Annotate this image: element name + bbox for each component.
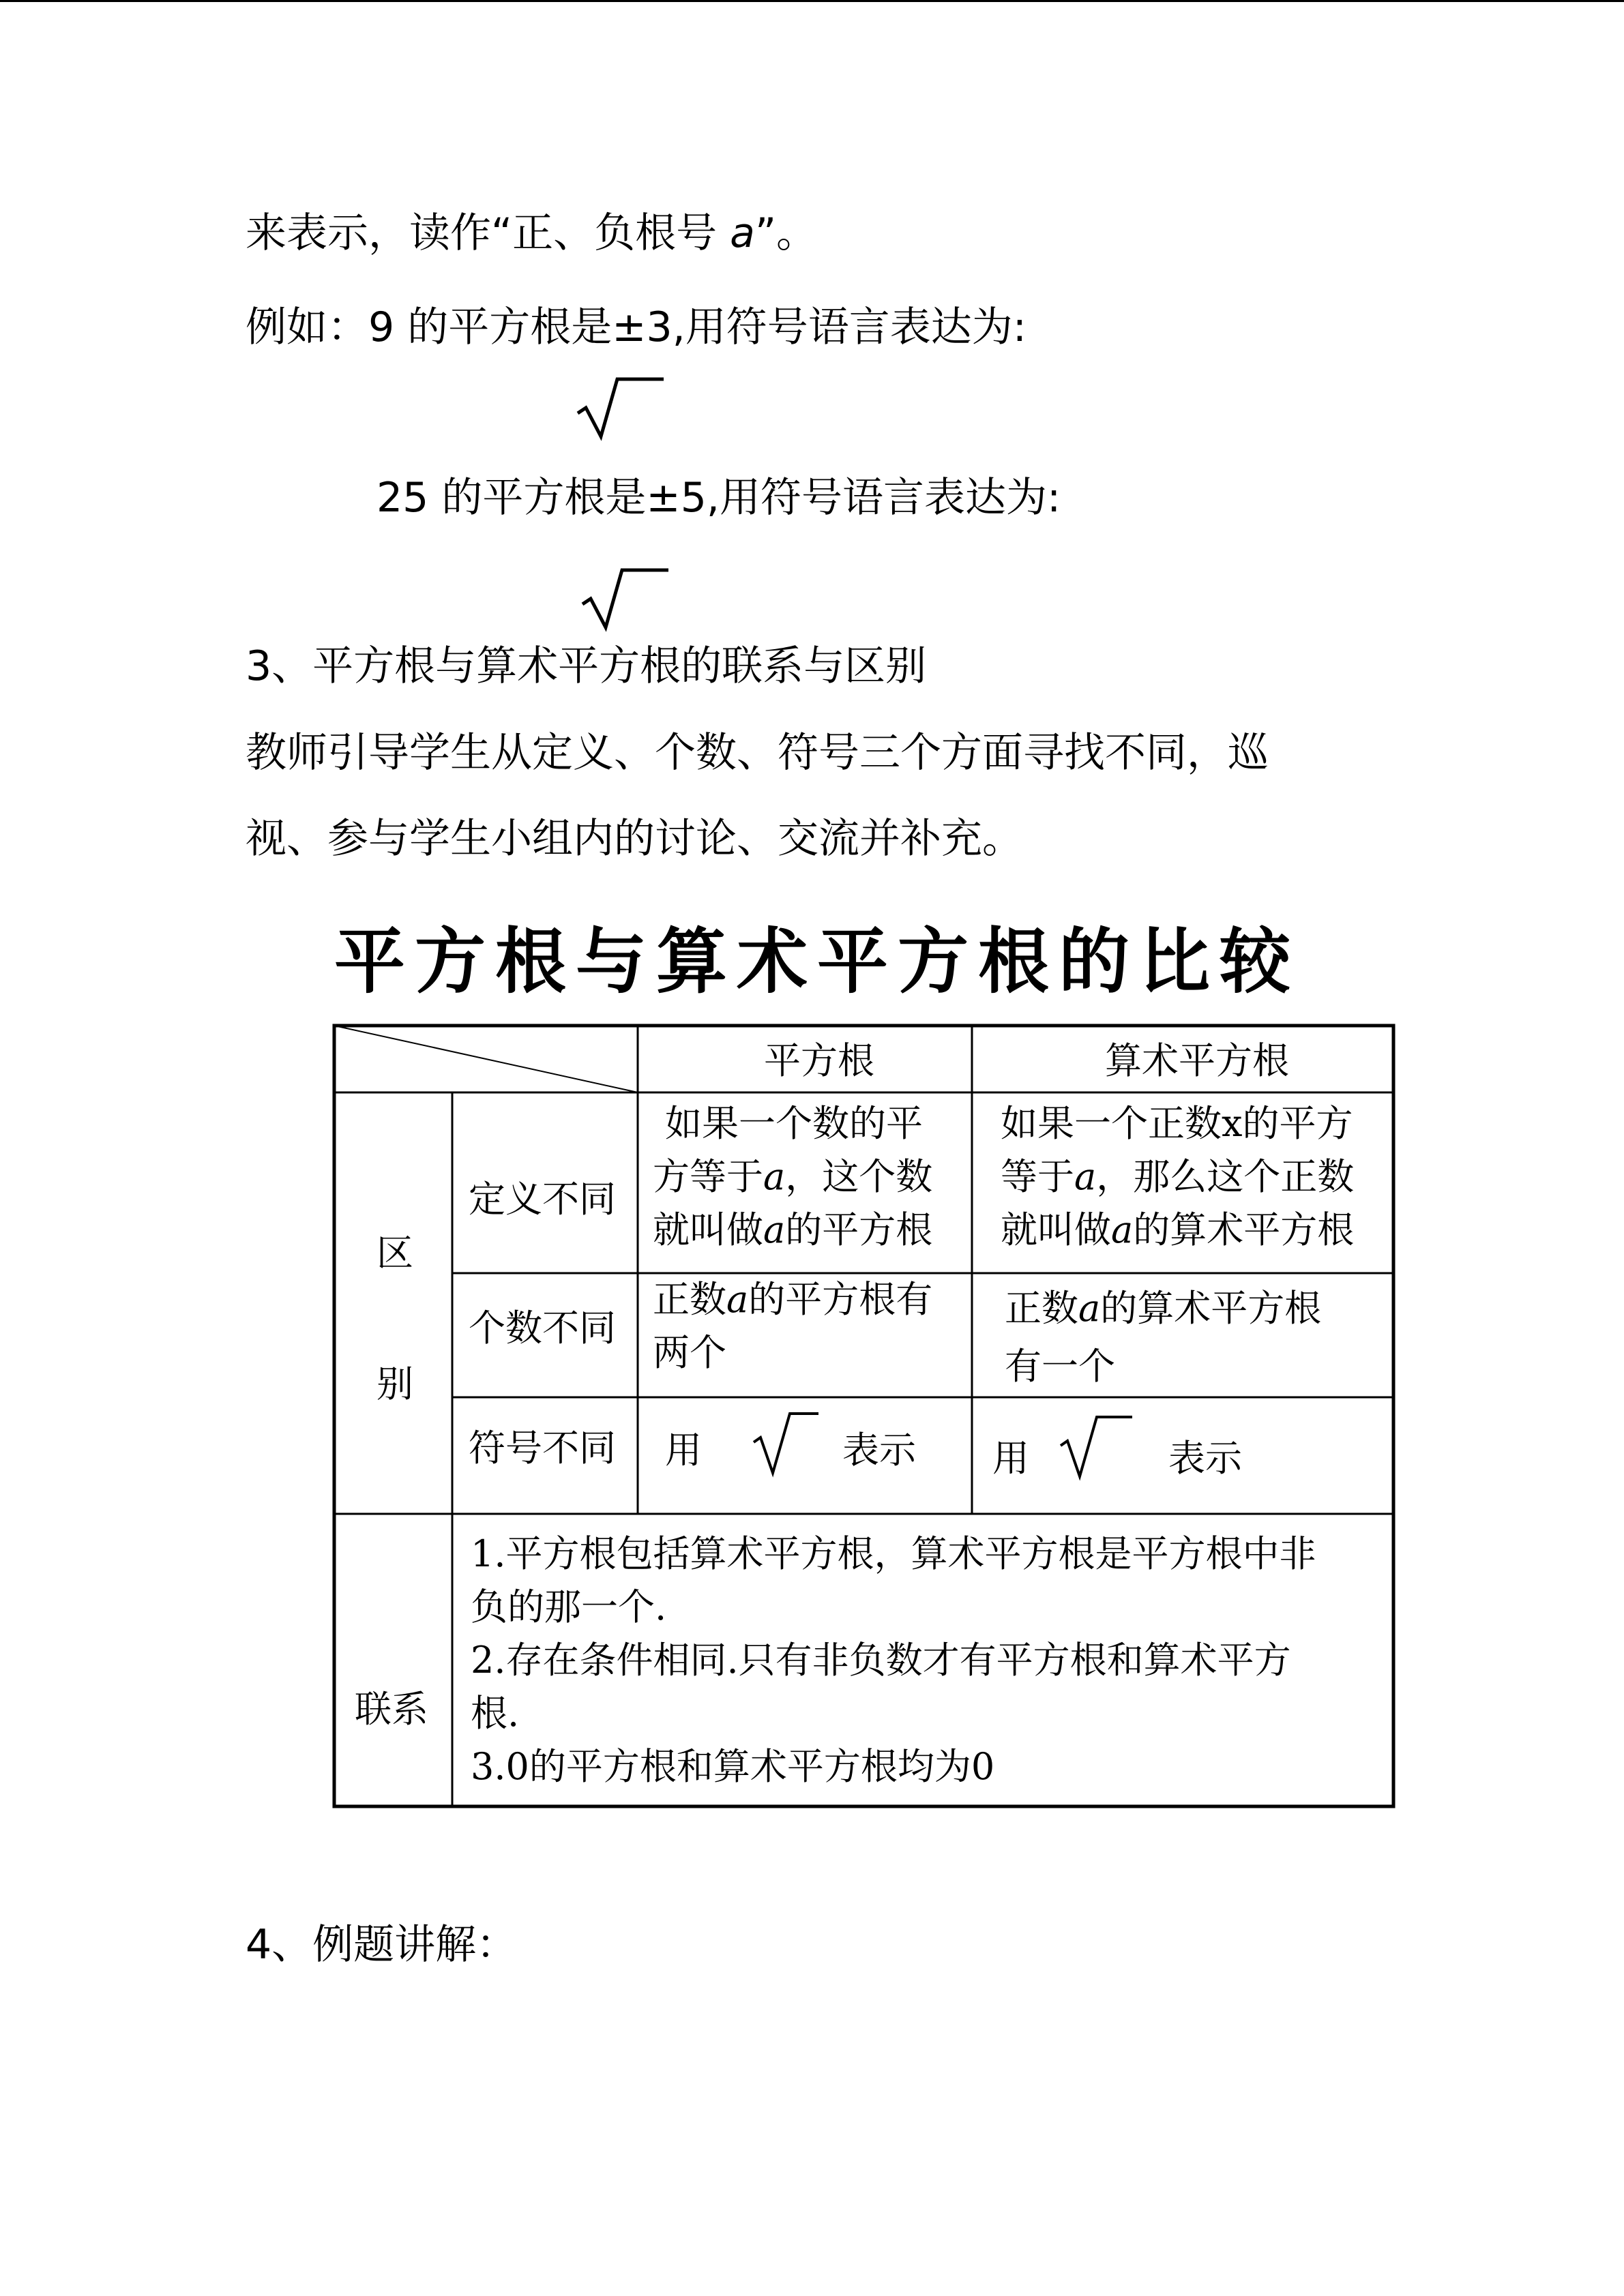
section3-body-line-2: 视、参与学生小组内的讨论、交流并补充。 (246, 815, 1023, 863)
col-header-arithmetic-root: 算术平方根 (1105, 1039, 1289, 1082)
definition-square-root-line-2-var: a (763, 1155, 786, 1198)
col-header-square-root: 平方根 (764, 1039, 874, 1082)
definition-arithmetic-root-line-3-end: 的算术平方根 (1133, 1208, 1355, 1251)
count-square-root-line-1-text: 正数 (653, 1278, 726, 1321)
definition-square-root-line-2-end: ，这个数 (785, 1155, 933, 1198)
section3-body-line-1: 教师引导学生从定义、个数、符号三个方面寻找不同，巡 (246, 729, 1269, 777)
definition-arithmetic-root-line-2-text: 等于 (1001, 1155, 1074, 1198)
section3-heading: 3、平方根与算术平方根的联系与区别 (246, 642, 927, 690)
definition-arithmetic-root-line-2-var: a (1074, 1155, 1097, 1198)
count-arithmetic-root-line-1-text: 正数 (1005, 1287, 1078, 1330)
definition-square-root-line-2 (653, 1150, 932, 1204)
count-arithmetic-root-line-1-var: a (1078, 1287, 1101, 1330)
relation-label: 联系 (355, 1688, 428, 1731)
symbol-square-root-suffix: 表示 (842, 1429, 916, 1472)
group-label-bottom: 别 (377, 1362, 413, 1405)
row-label-symbol: 符号不同 (469, 1427, 616, 1470)
definition-square-root-line-3-end: 的平方根 (785, 1208, 933, 1251)
definition-square-root-line-1: 如果一个数的平 (665, 1102, 923, 1145)
relation-line-4: 根. (471, 1692, 520, 1735)
count-arithmetic-root-line-1-end: 的算术平方根 (1100, 1287, 1322, 1330)
definition-arithmetic-root-line-1: 如果一个正数x的平方 (1001, 1102, 1353, 1145)
definition-square-root-line-3 (653, 1204, 932, 1257)
symbol-square-root-prefix: 用 (665, 1429, 702, 1472)
intro-line-1-end: ”。 (754, 209, 818, 257)
relation-line-2: 负的那一个. (471, 1585, 667, 1628)
relation-line-3: 2.存在条件相同.只有非负数才有平方根和算术平方 (471, 1639, 1291, 1682)
count-square-root-line-2: 两个 (653, 1331, 726, 1374)
relation-line-1: 1.平方根包括算术平方根，算术平方根是平方根中非 (471, 1532, 1316, 1575)
row-label-definition: 定义不同 (469, 1178, 616, 1221)
count-square-root-line-1 (653, 1273, 932, 1326)
symbol-arithmetic-root-suffix: 表示 (1168, 1437, 1242, 1480)
sqrt-cell-icon (1061, 1417, 1132, 1476)
count-square-root-line-1-var: a (726, 1278, 749, 1321)
sqrt-cell-icon (754, 1414, 818, 1473)
row-label-count: 个数不同 (469, 1307, 616, 1350)
intro-line-2: 例如：9 的平方根是±3,用符号语言表达为: (246, 303, 1027, 351)
definition-arithmetic-root-line-2 (1001, 1150, 1354, 1204)
count-arithmetic-root-line-2: 有一个 (1005, 1345, 1115, 1388)
intro-line-1-var: a (730, 209, 755, 257)
definition-square-root-line-2-text: 方等于 (653, 1155, 763, 1198)
definition-arithmetic-root-line-3 (1001, 1204, 1354, 1257)
group-label-top: 区 (377, 1232, 413, 1274)
definition-arithmetic-root-line-3-text: 就叫做 (1001, 1208, 1111, 1251)
definition-arithmetic-root-line-2-end: ，那么这个正数 (1096, 1155, 1355, 1198)
definition-square-root-line-3-text: 就叫做 (653, 1208, 763, 1251)
relation-line-5: 3.0的平方根和算术平方根均为0 (471, 1745, 995, 1788)
definition-arithmetic-root-line-3-var: a (1111, 1208, 1134, 1251)
count-square-root-line-1-end: 的平方根有 (748, 1278, 933, 1321)
table-title: 平方根与算术平方根的比较 (334, 919, 1301, 1003)
intro-line-1-text: 来表示，读作“正、负根号 (246, 209, 730, 257)
symbol-arithmetic-root-prefix: 用 (992, 1437, 1029, 1480)
count-arithmetic-root-line-1 (1005, 1282, 1321, 1335)
definition-square-root-line-3-var: a (763, 1208, 786, 1251)
section4-heading: 4、例题讲解： (246, 1921, 518, 1969)
intro-line-3: 25 的平方根是±5,用符号语言表达为: (377, 474, 1061, 522)
